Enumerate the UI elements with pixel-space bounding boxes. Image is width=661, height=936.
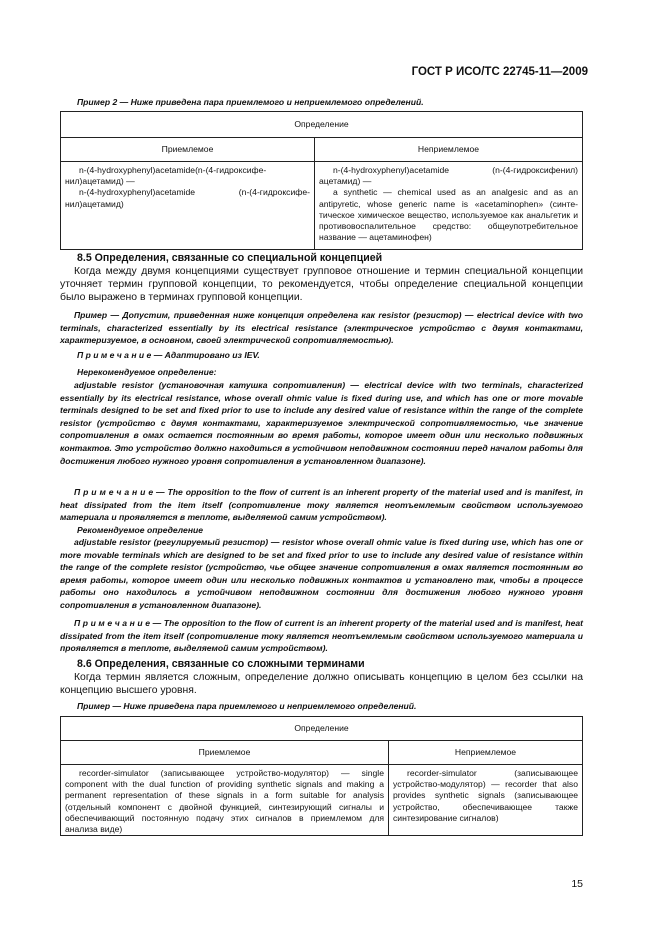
acceptable-cell — [61, 162, 315, 250]
definition-table-1 — [60, 111, 583, 250]
unacceptable-cell — [389, 765, 583, 836]
recommended-label: Рекомендуемое определение — [77, 525, 204, 535]
unacceptable-line: n-(4-hydroxyphenyl)acetamide (n-(4-гидроксифенил) ацетамид) — — [319, 165, 578, 187]
table-title: Определение — [61, 717, 583, 741]
page-number: 15 — [571, 878, 583, 890]
acceptable-text: recorder-simulator (записывающее устройство-модулятор) — single component with the dual function of providing synthetic signals and making a permanent representation of these signals in a form suitable for analysis (отдельный компонент с двойной функцией, синтезирующий сигналы и обеспечивающий постоянную подачу этих сигналов в приемлемом для анализа виде) — [65, 768, 384, 835]
section-text-8-6: Когда термин является сложным, определение должно описывать концепцию в целом без ссылки на концепцию высшего уровня. — [60, 672, 583, 697]
example-intro: Пример 2 — Ниже приведена пара приемлемого и неприемлемого определений. — [77, 97, 424, 107]
column-header-unacceptable: Неприемлемое — [315, 138, 583, 162]
document-code: ГОСТ Р ИСО/ТС 22745-11—2009 — [411, 66, 588, 78]
unacceptable-text: recorder-simulator (записывающее устройство-модулятор) — recorder that also provides synthetic signals (записывающее устройство, обеспечивающее также синтезирование сигналов) — [393, 768, 578, 823]
example-paragraph: Пример — Допустим, приведенная ниже концепция определена как resistor (резистор) — electrical device with two terminals, characterized essentially by its electrical resistance (электрическое устройство с двумя контактами, характеризуемое, в основном, своей электрической сопротивляемостью). — [60, 310, 583, 346]
note-resistance-1: П р и м е ч а н и е — The opposition to the flow of current is an inherent property of the material used and is manifest, in heat dissipated from the item itself (сопротивление току является неотъемлемым свойством используемого материала и проявляется в теплоте, выделяемой самим устройством). — [60, 487, 583, 523]
acceptable-line: n-(4-hydroxyphenyl)acetamide (n-(4-гидроксифенил)ацетамид) — [65, 187, 310, 209]
unacceptable-cell — [315, 162, 583, 250]
recommended-definition: adjustable resistor (регулируемый резистор) — resistor whose overall ohmic value is fixed during use, which has one or more movable terminals which are designed to be set and fixed prior to use to include any desired value of resistance within the range of the complete resistor (устройство, чье общее значение сопротивления в омах является постоянным во время работы, которое имеет один или несколько подвижных контактов и установлено так, чтобы в процессе работы оно находилось в устойчивом неподвижном состоянии для достижения любого нужного уровня сопротивления в установленном диапазоне). — [60, 537, 583, 610]
unacceptable-line: a synthetic — chemical used as an analgesic and as an antipyretic, whose generic name is «acetaminophen» (синтетическое химическое вещество, используемое как анальгетик и противовоспалительное средство: общеупотребительное название — ацетаминофен) — [319, 187, 578, 243]
example-intro: Пример — Ниже приведена пара приемлемого и неприемлемого определений. — [77, 701, 417, 711]
section-heading-8-6: 8.6 Определения, связанные со сложными терминами — [77, 658, 365, 670]
definition-table-2 — [60, 716, 583, 836]
not-recommended-label: Нерекомендуемое определение: — [77, 367, 217, 377]
column-header-unacceptable: Неприемлемое — [389, 741, 583, 765]
acceptable-line: n-(4-hydroxyphenyl)acetamide(n-(4-гидроксифенил)ацетамид) — — [65, 165, 267, 187]
table-title: Определение — [61, 112, 583, 138]
note-resistance-2: П р и м е ч а н и е — The opposition to the flow of current is an inherent property of the material used and is manifest, heat dissipated from the item itself (сопротивление току является неотъемлемым свойством используемого материала и проявляется в теплоте, выделяемой самим устройством). — [60, 618, 583, 654]
note-adapted: П р и м е ч а н и е — Адаптировано из IEV. — [77, 350, 260, 360]
not-recommended-definition: adjustable resistor (установочная катушка сопротивления) — electrical device with two terminals, characterized essentially by its electrical resistance, whose overall ohmic value is fixed during use, and which has one or more movable terminals designed to be set and fixed prior to use to include any desired value of resistance within the range of the complete resistor (устройство с двумя контактами, характеризуемое электрической сопротивляемостью, чье значение сопротивления в омах остается постоянным во время работы, которое имеет один или несколько подвижных контактов. Это устройство должно находиться в устойчивом неподвижном состоянии перед началом работы для достижения любого нужного уровня сопротивления в установленном диапазоне). — [60, 380, 583, 466]
section-heading-8-5: 8.5 Определения, связанные со специальной концепцией — [77, 252, 383, 264]
section-text-8-5: Когда между двумя концепциями существует групповое отношение и термин специальной концепции уточняет термин групповой концепции, то рекомендуется, чтобы определение специальной концепции было выражено в терминах групповой концепции. — [60, 266, 583, 304]
acceptable-cell — [61, 765, 389, 836]
column-header-acceptable: Приемлемое — [61, 138, 315, 162]
column-header-acceptable: Приемлемое — [61, 741, 389, 765]
